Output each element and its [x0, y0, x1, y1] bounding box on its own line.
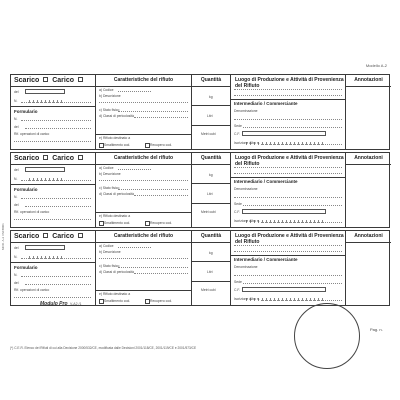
- formulario-date-field[interactable]: [25, 206, 91, 207]
- classi-label: d) Classi di pericolosità: [99, 270, 134, 274]
- quantita-header: Quantità: [200, 233, 222, 239]
- formulario-label: Formulario: [14, 187, 38, 192]
- quantita-header: Quantità: [200, 77, 222, 83]
- number-label: N.: [14, 99, 18, 103]
- formulario-number-label: N.: [14, 195, 18, 199]
- cf-label: C.F.: [234, 288, 241, 292]
- formulario-number-field[interactable]: [21, 276, 91, 277]
- intermediario-header: Intermediario / Commerciante: [234, 179, 298, 184]
- movement-column: [11, 75, 96, 149]
- iscrizione-label: Iscrizione Albo n.: [234, 141, 260, 145]
- carico-label: Carico: [52, 155, 74, 162]
- litri-label: Litri: [207, 270, 213, 274]
- formulario-label: Formulario: [14, 109, 38, 114]
- movement-type: [11, 153, 95, 162]
- scarico-checkbox[interactable]: [43, 233, 48, 238]
- movement-type: [11, 231, 95, 240]
- destinato-label: e) Rifiuto destinato a: [99, 214, 131, 218]
- carico-checkbox[interactable]: [78, 155, 83, 160]
- date-field[interactable]: [25, 89, 65, 94]
- cf-label: C.F.: [234, 132, 241, 136]
- codice-field[interactable]: [118, 91, 151, 92]
- caratteristiche-header: Caratteristiche del rifiuto: [113, 77, 174, 83]
- cf-field[interactable]: [242, 131, 326, 136]
- iscrizione-field[interactable]: [261, 222, 342, 223]
- date-label: del: [14, 246, 19, 250]
- sede-label: Sede: [234, 202, 242, 206]
- brand-logo: Modulo Pro: [40, 301, 68, 307]
- quantita-header: Quantità: [200, 155, 222, 161]
- number-label: N.: [14, 255, 18, 259]
- iscrizione-field[interactable]: [261, 144, 342, 145]
- quantita-column: [192, 75, 231, 149]
- sede-field[interactable]: [243, 127, 342, 128]
- scarico-label: Scarico: [14, 155, 40, 162]
- quantita-column: [192, 153, 231, 227]
- descrizione-field[interactable]: [99, 258, 188, 259]
- movement-column: [11, 231, 96, 305]
- formulario-date-field[interactable]: [25, 128, 91, 129]
- sede-field[interactable]: [243, 205, 342, 206]
- side-text: MOD. A-2 VSFB001: [1, 223, 5, 250]
- luogo-field-1[interactable]: [234, 167, 342, 168]
- denominazione-field[interactable]: [234, 275, 342, 276]
- iscrizione-label: Iscrizione Albo n.: [234, 219, 260, 223]
- metri-cubi-label: Metri cubi: [201, 288, 216, 292]
- provenienza-column: [231, 75, 346, 149]
- number-field[interactable]: [21, 180, 91, 181]
- formulario-date-label: del: [14, 281, 19, 285]
- carico-label: Carico: [52, 77, 74, 84]
- date-label: del: [14, 168, 19, 172]
- rif-label: Rif. operazioni di carico: [14, 288, 50, 292]
- kg-label: kg: [209, 95, 213, 99]
- annotazioni-column: [346, 153, 391, 227]
- descrizione-label: b) Descrizione: [99, 172, 121, 176]
- kg-label: kg: [209, 173, 213, 177]
- caratteristiche-column: [96, 153, 192, 227]
- model-tag: Modello A-2: [365, 63, 387, 68]
- recupero-label: Recupero cod.: [150, 299, 173, 303]
- classi-field[interactable]: [134, 195, 188, 196]
- descrizione-label: b) Descrizione: [99, 250, 121, 254]
- smaltimento-label: Smaltimento cod.: [104, 299, 131, 303]
- movement-type: [11, 75, 95, 84]
- cf-field[interactable]: [242, 287, 326, 292]
- caratteristiche-header: Caratteristiche del rifiuto: [113, 155, 174, 161]
- sede-label: Sede: [234, 124, 242, 128]
- register-entry: [10, 74, 390, 150]
- formulario-label: Formulario: [14, 265, 38, 270]
- formulario-date-label: del: [14, 203, 19, 207]
- classi-field[interactable]: [134, 117, 188, 118]
- metri-cubi-label: Metri cubi: [201, 210, 216, 214]
- cf-field[interactable]: [242, 209, 326, 214]
- number-label: N.: [14, 177, 18, 181]
- iscrizione-field[interactable]: [261, 300, 342, 301]
- descrizione-field[interactable]: [99, 180, 188, 181]
- formulario-number-label: N.: [14, 117, 18, 121]
- denominazione-label: Denominazione: [234, 265, 258, 269]
- descrizione-label: b) Descrizione: [99, 94, 121, 98]
- movement-column: [11, 153, 96, 227]
- cf-label: C.F.: [234, 210, 241, 214]
- carico-checkbox[interactable]: [78, 77, 83, 82]
- classi-label: d) Classi di pericolosità: [99, 192, 134, 196]
- provenienza-column: [231, 231, 346, 305]
- rif-label: Rif. operazioni di carico: [14, 132, 50, 136]
- sede-field[interactable]: [243, 283, 342, 284]
- stato-fisico-label: c) Stato fisico: [99, 264, 120, 268]
- scarico-checkbox[interactable]: [43, 77, 48, 82]
- annotazioni-header: Annotazioni: [354, 233, 383, 239]
- formulario-number-field[interactable]: [21, 120, 91, 121]
- provenienza-column: [231, 153, 346, 227]
- annotazioni-column: [346, 231, 391, 305]
- number-field[interactable]: [21, 258, 91, 259]
- classi-field[interactable]: [134, 273, 188, 274]
- sede-label: Sede: [234, 280, 242, 284]
- formulario-number-field[interactable]: [21, 198, 91, 199]
- scarico-label: Scarico: [14, 77, 40, 84]
- smaltimento-label: Smaltimento cod.: [104, 143, 131, 147]
- caratteristiche-column: [96, 75, 192, 149]
- luogo-header: Luogo di Produzione e Attività di Provenienza del Rifiuto: [235, 77, 344, 89]
- caratteristiche-column: [96, 231, 192, 305]
- rif-field[interactable]: [14, 297, 91, 298]
- brand-code: V-A2 /1: [70, 302, 82, 306]
- recupero-label: Recupero cod.: [150, 221, 173, 225]
- codice-field[interactable]: [118, 169, 151, 170]
- codice-label: a) Codice: [99, 166, 114, 170]
- denominazione-label: Denominazione: [234, 187, 258, 191]
- rif-field[interactable]: [14, 219, 91, 220]
- litri-label: Litri: [207, 114, 213, 118]
- luogo-header: Luogo di Produzione e Attività di Provenienza del Rifiuto: [235, 155, 344, 167]
- destinato-label: e) Rifiuto destinato a: [99, 292, 131, 296]
- denominazione-field[interactable]: [234, 119, 342, 120]
- scarico-checkbox[interactable]: [43, 155, 48, 160]
- annotazioni-header: Annotazioni: [354, 155, 383, 161]
- luogo-field-1[interactable]: [234, 245, 342, 246]
- footnote: (*) C.E.R. Elenco dei Rifiuti di cui alla Decisione 2000/532/CE, modificata dalle Decisioni 2001/118/CE, 2001/119/CE e 2001/573/CE: [10, 346, 197, 350]
- caratteristiche-header: Caratteristiche del rifiuto: [113, 233, 174, 239]
- stato-fisico-label: c) Stato fisico: [99, 108, 120, 112]
- denominazione-label: Denominazione: [234, 109, 258, 113]
- stato-fisico-field[interactable]: [118, 111, 188, 112]
- register-entry: [10, 230, 390, 306]
- intermediario-header: Intermediario / Commerciante: [234, 101, 298, 106]
- register-entry: [10, 152, 390, 228]
- stato-fisico-field[interactable]: [118, 189, 188, 190]
- luogo-field-2[interactable]: [234, 95, 342, 96]
- luogo-field-2[interactable]: [234, 251, 342, 252]
- recupero-label: Recupero cod.: [150, 143, 173, 147]
- codice-label: a) Codice: [99, 88, 114, 92]
- luogo-header: Luogo di Produzione e Attività di Provenienza del Rifiuto: [235, 233, 344, 245]
- formulario-date-label: del: [14, 125, 19, 129]
- annotazioni-column: [346, 75, 391, 149]
- date-field[interactable]: [25, 167, 65, 172]
- stato-fisico-label: c) Stato fisico: [99, 186, 120, 190]
- smaltimento-label: Smaltimento cod.: [104, 221, 131, 225]
- formulario-number-label: N.: [14, 273, 18, 277]
- denominazione-field[interactable]: [234, 197, 342, 198]
- date-field[interactable]: [25, 245, 65, 250]
- luogo-field-2[interactable]: [234, 173, 342, 174]
- annotazioni-header: Annotazioni: [354, 77, 383, 83]
- carico-checkbox[interactable]: [78, 233, 83, 238]
- number-field[interactable]: [21, 102, 91, 103]
- carico-label: Carico: [52, 233, 74, 240]
- codice-field[interactable]: [118, 247, 151, 248]
- kg-label: kg: [209, 251, 213, 255]
- stato-fisico-field[interactable]: [118, 267, 188, 268]
- scarico-label: Scarico: [14, 233, 40, 240]
- intermediario-header: Intermediario / Commerciante: [234, 257, 298, 262]
- rif-label: Rif. operazioni di carico: [14, 210, 50, 214]
- page-number-label: Pag. n.: [370, 327, 383, 332]
- iscrizione-label: Iscrizione Albo n.: [234, 297, 260, 301]
- destinato-label: e) Rifiuto destinato a: [99, 136, 131, 140]
- rif-field[interactable]: [14, 141, 91, 142]
- luogo-field-1[interactable]: [234, 89, 342, 90]
- metri-cubi-label: Metri cubi: [201, 132, 216, 136]
- date-label: del: [14, 90, 19, 94]
- classi-label: d) Classi di pericolosità: [99, 114, 134, 118]
- stamp-circle: [294, 303, 360, 369]
- litri-label: Litri: [207, 192, 213, 196]
- codice-label: a) Codice: [99, 244, 114, 248]
- formulario-date-field[interactable]: [25, 284, 91, 285]
- descrizione-field[interactable]: [99, 102, 188, 103]
- quantita-column: [192, 231, 231, 305]
